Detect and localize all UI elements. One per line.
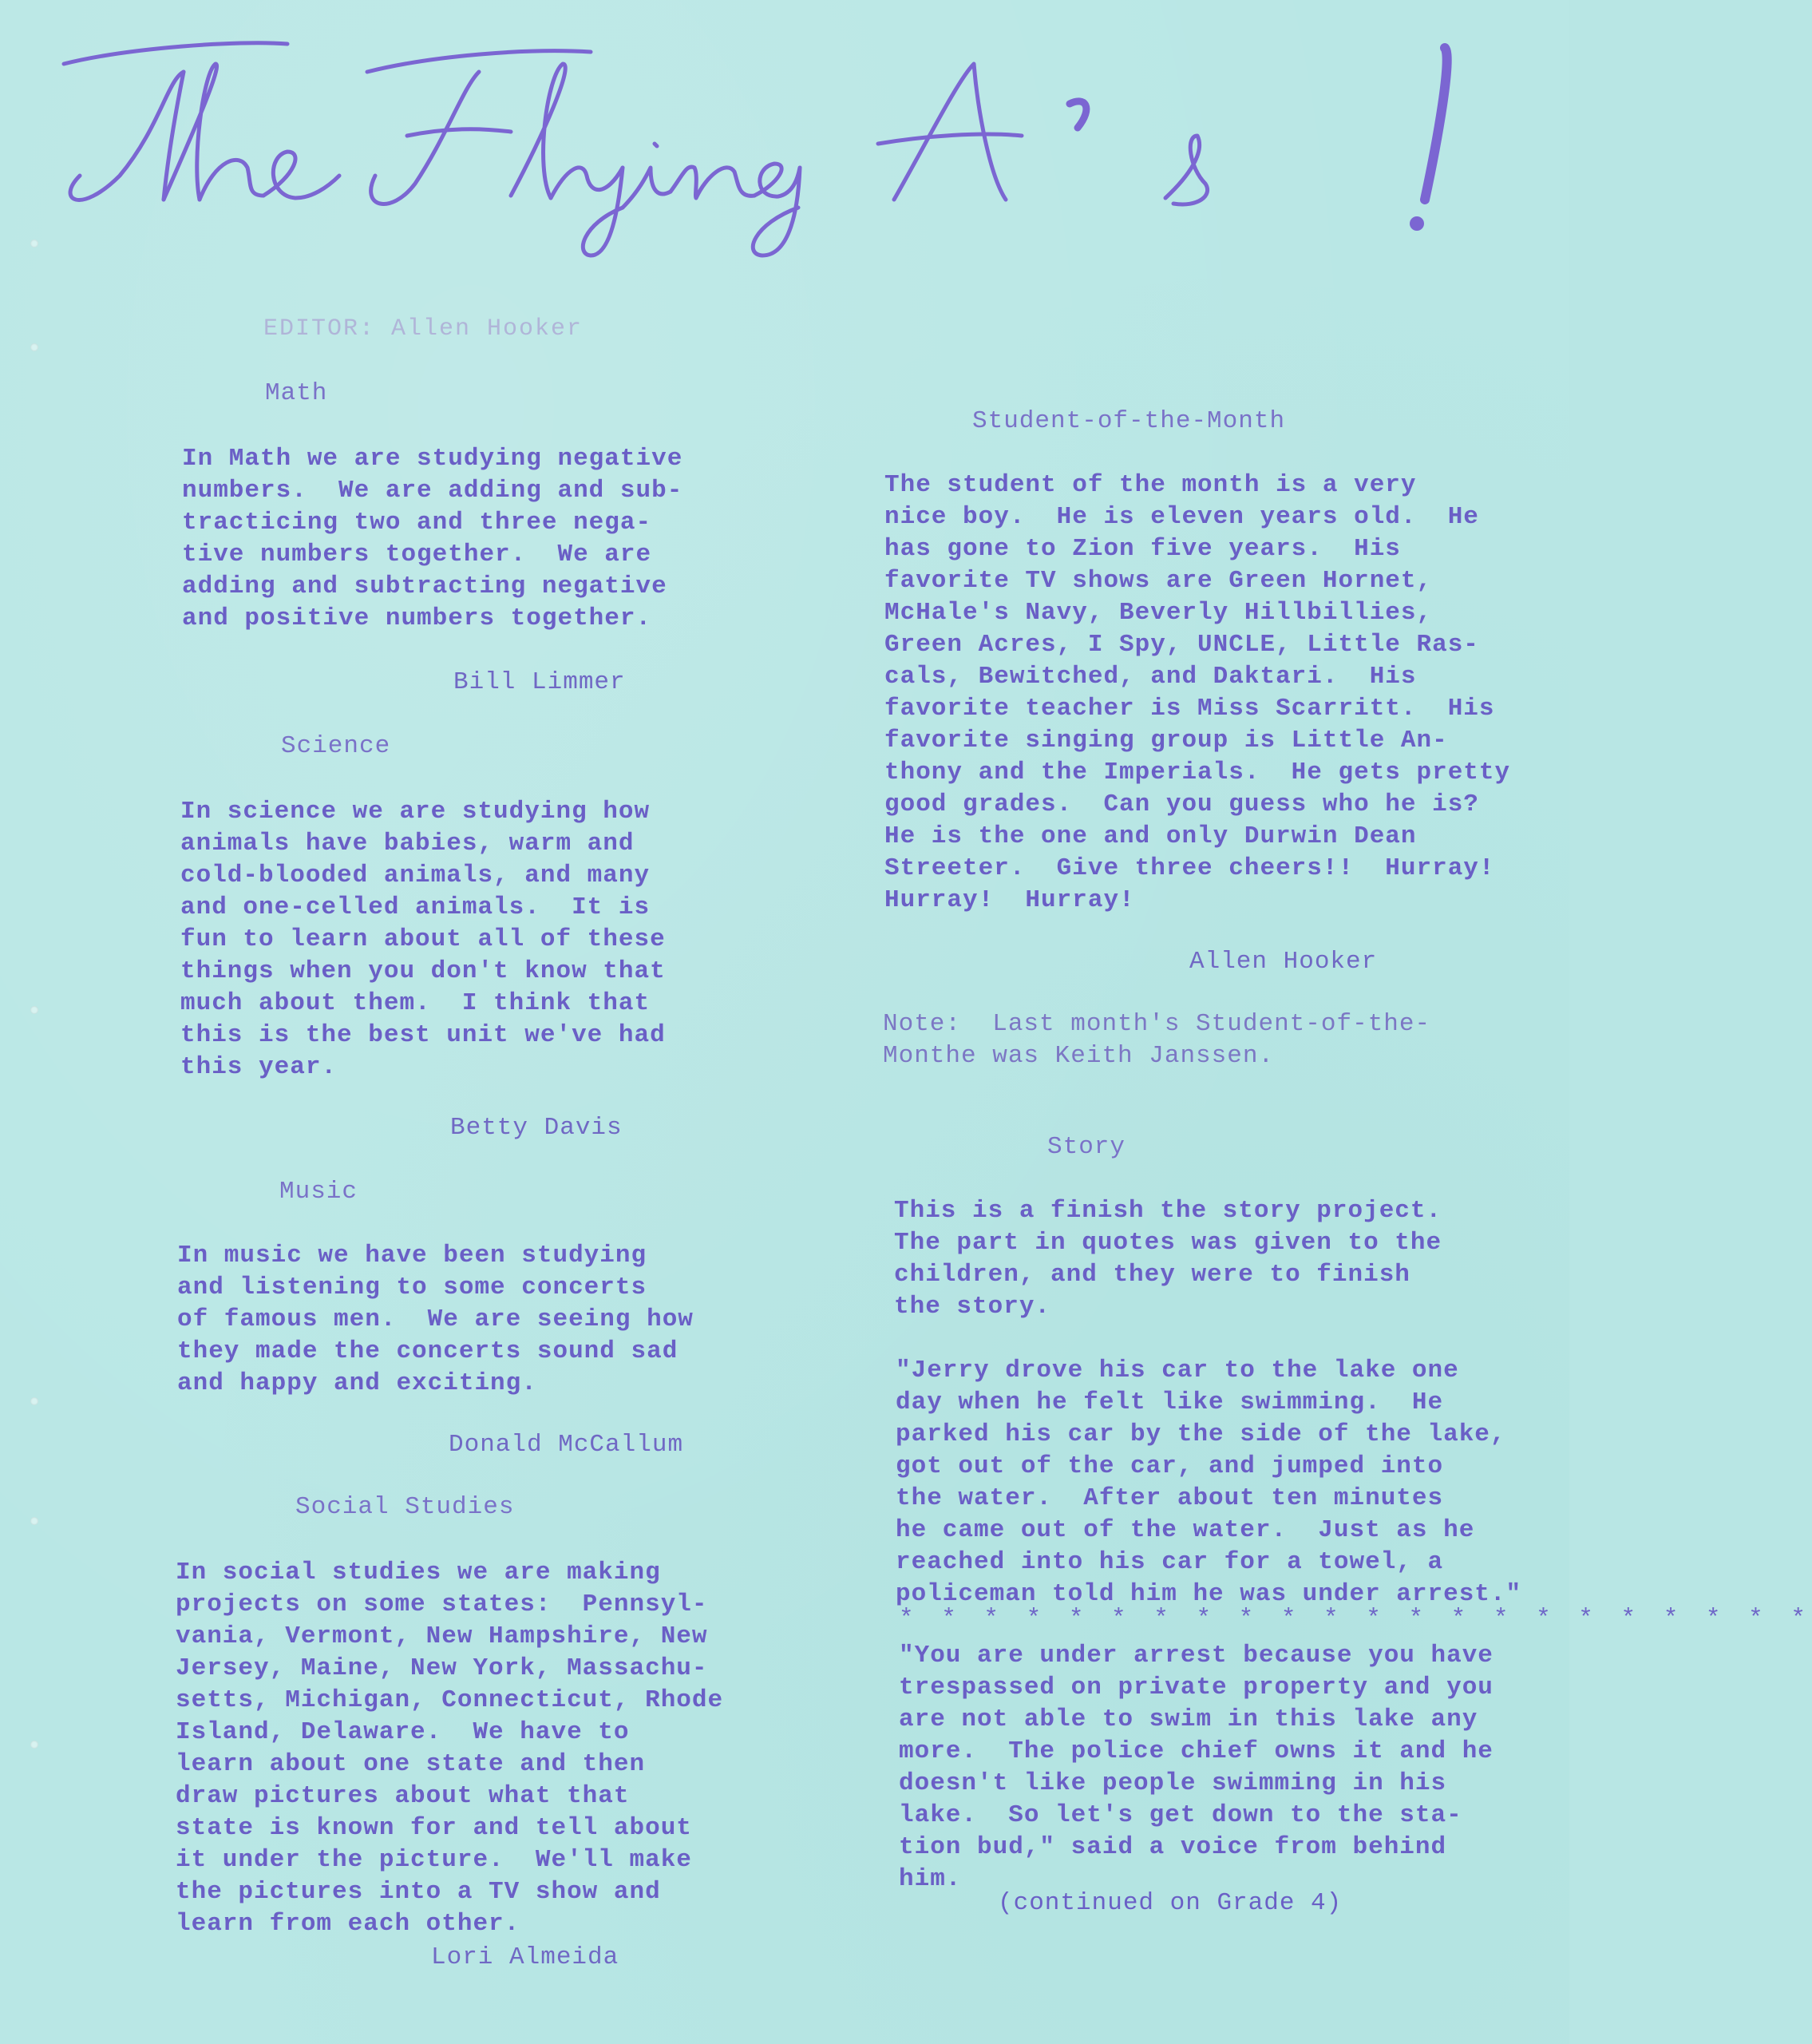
continued-notice: (continued on Grade 4) (998, 1889, 1343, 1917)
paragraph-line: numbers. We are adding and sub- (182, 477, 683, 505)
paragraph-line: parked his car by the side of the lake, (896, 1420, 1506, 1448)
section-heading-science: Science (281, 732, 391, 760)
paragraph-line: cals, Bewitched, and Daktari. His (884, 663, 1417, 691)
paragraph-line: tracticing two and three nega- (182, 509, 652, 537)
paragraph-line: learn from each other. (176, 1910, 520, 1938)
paragraph-line: of famous men. We are seeing how (177, 1305, 694, 1333)
editor-line: EDITOR: Allen Hooker (263, 315, 584, 343)
section-heading-story: Story (1047, 1133, 1126, 1161)
paragraph-line: favorite TV shows are Green Hornet, (884, 567, 1433, 595)
paragraph-line: trespassed on private property and you (899, 1674, 1494, 1701)
byline-music: Donald McCallum (449, 1431, 684, 1459)
paragraph-line: him. (899, 1865, 962, 1893)
paragraph-line: the water. After about ten minutes (896, 1484, 1444, 1512)
paragraph-line: much about them. I think that (180, 989, 651, 1017)
paragraph-line: draw pictures about what that (176, 1782, 630, 1810)
paragraph-line: doesn't like people swimming in his (899, 1769, 1447, 1797)
paragraph-line: Island, Delaware. We have to (176, 1718, 630, 1746)
paragraph-line: learn about one state and then (176, 1750, 646, 1778)
paragraph-line: state is known for and tell about (176, 1814, 692, 1842)
paragraph-line: has gone to Zion five years. His (884, 535, 1401, 563)
paragraph-line: and positive numbers together. (182, 604, 652, 632)
paragraph-line: This is a finish the story project. (894, 1197, 1442, 1225)
paragraph-line: cold-blooded animals, and many (180, 862, 651, 889)
paragraph-line: Hurray! Hurray! (884, 886, 1135, 914)
paragraph-line: this is the best unit we've had (180, 1021, 666, 1049)
byline-social-studies: Lori Almeida (431, 1943, 619, 1971)
punch-marks (30, 240, 46, 1757)
paragraph-line: "You are under arrest because you have (899, 1642, 1494, 1670)
handwritten-title-artwork (32, 16, 1469, 263)
paragraph-line: McHale's Navy, Beverly Hillbillies, (884, 599, 1433, 627)
byline-science: Betty Davis (450, 1114, 623, 1142)
paragraph-line: Streeter. Give three cheers!! Hurray! (884, 854, 1495, 882)
story-separator: * * * * * * * * * * * * * * * * * * * * * * (899, 1605, 1812, 1633)
note-line: Note: Last month's Student-of-the- (883, 1010, 1431, 1038)
paragraph-line: thony and the Imperials. He gets pretty (884, 759, 1511, 786)
paragraph-line: Jersey, Maine, New York, Massachu- (176, 1654, 708, 1682)
paragraph-line: tion bud," said a voice from behind (899, 1833, 1447, 1861)
paragraph-line: got out of the car, and jumped into (896, 1452, 1444, 1480)
section-heading-music: Music (279, 1178, 358, 1206)
paragraph-line: In science we are studying how (180, 798, 651, 826)
paragraph-line: vania, Vermont, New Hampshire, New (176, 1622, 708, 1650)
paragraph-line: tive numbers together. We are (182, 541, 652, 568)
paragraph-line: The student of the month is a very (884, 471, 1417, 499)
paragraph-line: The part in quotes was given to the (894, 1229, 1442, 1257)
paragraph-line: adding and subtracting negative (182, 572, 667, 600)
paragraph-line: and happy and exciting. (177, 1369, 537, 1397)
paragraph-line: favorite teacher is Miss Scarritt. His (884, 695, 1495, 723)
paragraph-line: setts, Michigan, Connecticut, Rhode (176, 1686, 724, 1714)
section-heading-student-of-the-month: Student-of-the-Month (972, 407, 1286, 435)
paragraph-line: the story. (894, 1293, 1051, 1321)
section-heading-math: Math (265, 379, 328, 407)
section-heading-social-studies: Social Studies (295, 1493, 515, 1521)
paragraph-line: and one-celled animals. It is (180, 893, 651, 921)
paragraph-line: good grades. Can you guess who he is? (884, 790, 1479, 818)
byline-student-of-the-month: Allen Hooker (1189, 948, 1378, 976)
paragraph-line: things when you don't know that (180, 957, 666, 985)
paragraph-line: they made the concerts sound sad (177, 1337, 679, 1365)
paragraph-line: this year. (180, 1053, 338, 1081)
paragraph-line: policeman told him he was under arrest." (896, 1580, 1522, 1608)
paragraph-line: more. The police chief owns it and he (899, 1737, 1494, 1765)
paragraph-line: favorite singing group is Little An- (884, 727, 1448, 755)
paragraph-line: children, and they were to finish (894, 1261, 1410, 1289)
paragraph-line: fun to learn about all of these (180, 925, 666, 953)
paragraph-line: In music we have been studying (177, 1242, 647, 1270)
paragraph-line: reached into his car for a towel, a (896, 1548, 1444, 1576)
paragraph-line: nice boy. He is eleven years old. He (884, 503, 1479, 531)
paragraph-line: projects on some states: Pennsyl- (176, 1590, 708, 1618)
paragraph-line: He is the one and only Durwin Dean (884, 822, 1417, 850)
note-line: Monthe was Keith Janssen. (883, 1042, 1275, 1070)
paragraph-line: and listening to some concerts (177, 1274, 647, 1301)
paragraph-line: day when he felt like swimming. He (896, 1388, 1444, 1416)
paragraph-line: lake. So let's get down to the sta- (899, 1801, 1462, 1829)
paragraph-line: are not able to swim in this lake any (899, 1705, 1478, 1733)
paragraph-line: Green Acres, I Spy, UNCLE, Little Ras- (884, 631, 1479, 659)
masthead-title (32, 16, 1469, 263)
paragraph-line: In Math we are studying negative (182, 445, 683, 473)
paragraph-line: the pictures into a TV show and (176, 1878, 661, 1906)
paragraph-line: he came out of the water. Just as he (896, 1516, 1475, 1544)
byline-math: Bill Limmer (453, 668, 626, 696)
paragraph-line: it under the picture. We'll make (176, 1846, 692, 1874)
paragraph-line: animals have babies, warm and (180, 830, 635, 858)
paragraph-line: "Jerry drove his car to the lake one (896, 1357, 1459, 1384)
paragraph-line: In social studies we are making (176, 1559, 661, 1586)
